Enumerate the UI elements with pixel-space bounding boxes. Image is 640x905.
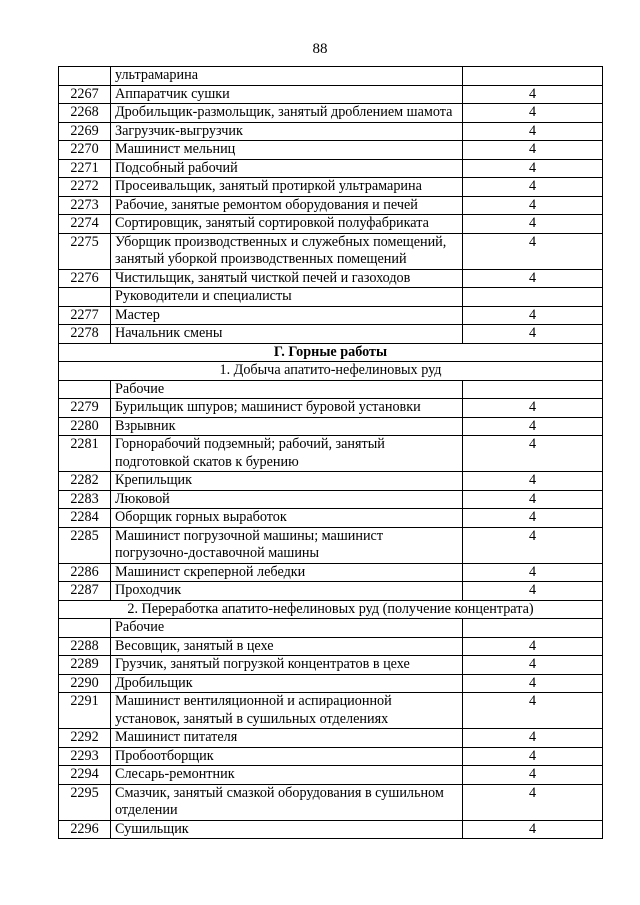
section-title: Г. Горные работы xyxy=(59,343,603,362)
table-row xyxy=(59,766,603,785)
table-row xyxy=(59,527,603,563)
occupation-name: Машинист скреперной лебедки xyxy=(111,563,463,582)
table-row xyxy=(59,417,603,436)
row-number: 2293 xyxy=(59,747,111,766)
table-row xyxy=(59,729,603,748)
row-number xyxy=(59,619,111,638)
value-cell: 4 xyxy=(463,306,603,325)
occupation-name: Весовщик, занятый в цехе xyxy=(111,637,463,656)
table-row xyxy=(59,436,603,472)
table-row xyxy=(59,674,603,693)
occupation-name: Люковой xyxy=(111,490,463,509)
value-cell: 4 xyxy=(463,104,603,123)
table-row xyxy=(59,619,603,638)
occupation-name: Машинист вентиляционной и аспирационной установок, занятый в сушильных отделениях xyxy=(111,693,463,729)
value-cell: 4 xyxy=(463,417,603,436)
value-cell: 4 xyxy=(463,563,603,582)
subsection-title: 2. Переработка апатито-нефелиновых руд (получение концентрата) xyxy=(59,600,603,619)
row-number: 2282 xyxy=(59,472,111,491)
occupation-name: Крепильщик xyxy=(111,472,463,491)
table-row xyxy=(59,215,603,234)
table-row xyxy=(59,122,603,141)
row-number: 2274 xyxy=(59,215,111,234)
row-number: 2281 xyxy=(59,436,111,472)
value-cell: 4 xyxy=(463,766,603,785)
row-number: 2279 xyxy=(59,399,111,418)
occupation-name: Проходчик xyxy=(111,582,463,601)
row-number: 2278 xyxy=(59,325,111,344)
row-number: 2269 xyxy=(59,122,111,141)
subsection-header-row xyxy=(59,600,603,619)
table-row xyxy=(59,509,603,528)
table-row xyxy=(59,784,603,820)
row-number: 2286 xyxy=(59,563,111,582)
value-cell: 4 xyxy=(463,509,603,528)
row-number: 2284 xyxy=(59,509,111,528)
page-number: 88 xyxy=(312,41,328,57)
value-cell xyxy=(463,67,603,86)
table-row xyxy=(59,747,603,766)
row-number xyxy=(59,380,111,399)
table-row xyxy=(59,563,603,582)
occupation-name: Уборщик производственных и служебных помещений, занятый уборкой производственных помещений xyxy=(111,233,463,269)
value-cell: 4 xyxy=(463,637,603,656)
occupation-name: Сушильщик xyxy=(111,820,463,839)
value-cell: 4 xyxy=(463,233,603,269)
table-row xyxy=(59,159,603,178)
table-row xyxy=(59,141,603,160)
occupation-name: Просеивальщик, занятый протиркой ультрамарина xyxy=(111,178,463,197)
value-cell: 4 xyxy=(463,399,603,418)
table-row xyxy=(59,582,603,601)
value-cell: 4 xyxy=(463,747,603,766)
row-number: 2275 xyxy=(59,233,111,269)
occupation-name: Руководители и специалисты xyxy=(111,288,463,307)
occupation-name: Рабочие xyxy=(111,619,463,638)
table-row xyxy=(59,490,603,509)
table-row xyxy=(59,637,603,656)
value-cell: 4 xyxy=(463,729,603,748)
row-number: 2288 xyxy=(59,637,111,656)
value-cell: 4 xyxy=(463,656,603,675)
value-cell: 4 xyxy=(463,693,603,729)
occupation-name: Бурильщик шпуров; машинист буровой установки xyxy=(111,399,463,418)
value-cell xyxy=(463,288,603,307)
row-number: 2296 xyxy=(59,820,111,839)
value-cell xyxy=(463,380,603,399)
row-number xyxy=(59,288,111,307)
row-number: 2285 xyxy=(59,527,111,563)
table-row xyxy=(59,233,603,269)
table-row xyxy=(59,656,603,675)
occupation-name: Машинист погрузочной машины; машинист погрузочно-доставочной машины xyxy=(111,527,463,563)
value-cell: 4 xyxy=(463,159,603,178)
value-cell: 4 xyxy=(463,784,603,820)
table-row xyxy=(59,288,603,307)
row-number: 2289 xyxy=(59,656,111,675)
table-row xyxy=(59,269,603,288)
value-cell: 4 xyxy=(463,122,603,141)
occupation-name: Рабочие, занятые ремонтом оборудования и печей xyxy=(111,196,463,215)
row-number: 2276 xyxy=(59,269,111,288)
table-row xyxy=(59,85,603,104)
table-row xyxy=(59,178,603,197)
occupation-table xyxy=(58,66,603,839)
subsection-header-row xyxy=(59,362,603,381)
value-cell: 4 xyxy=(463,141,603,160)
value-cell: 4 xyxy=(463,269,603,288)
value-cell: 4 xyxy=(463,674,603,693)
occupation-name: Оборщик горных выработок xyxy=(111,509,463,528)
occupation-name: Рабочие xyxy=(111,380,463,399)
occupation-name: Подсобный рабочий xyxy=(111,159,463,178)
row-number: 2267 xyxy=(59,85,111,104)
row-number: 2271 xyxy=(59,159,111,178)
table-row xyxy=(59,325,603,344)
table-row xyxy=(59,399,603,418)
table-row xyxy=(59,380,603,399)
occupation-name: Дробильщик xyxy=(111,674,463,693)
occupation-name: Начальник смены xyxy=(111,325,463,344)
occupation-name: Взрывник xyxy=(111,417,463,436)
occupation-name: ультрамарина xyxy=(111,67,463,86)
value-cell: 4 xyxy=(463,582,603,601)
occupation-name: Машинист мельниц xyxy=(111,141,463,160)
row-number: 2268 xyxy=(59,104,111,123)
occupation-name: Смазчик, занятый смазкой оборудования в сушильном отделении xyxy=(111,784,463,820)
occupation-name: Аппаратчик сушки xyxy=(111,85,463,104)
occupation-name: Чистильщик, занятый чисткой печей и газоходов xyxy=(111,269,463,288)
row-number: 2295 xyxy=(59,784,111,820)
value-cell: 4 xyxy=(463,472,603,491)
row-number: 2290 xyxy=(59,674,111,693)
occupation-name: Пробоотборщик xyxy=(111,747,463,766)
table-row xyxy=(59,820,603,839)
occupation-name: Мастер xyxy=(111,306,463,325)
table-row xyxy=(59,693,603,729)
occupation-name: Машинист питателя xyxy=(111,729,463,748)
occupation-name: Загрузчик-выгрузчик xyxy=(111,122,463,141)
subsection-title: 1. Добыча апатито-нефелиновых руд xyxy=(59,362,603,381)
occupation-name: Слесарь-ремонтник xyxy=(111,766,463,785)
occupation-name: Грузчик, занятый погрузкой концентратов в цехе xyxy=(111,656,463,675)
value-cell: 4 xyxy=(463,820,603,839)
row-number: 2280 xyxy=(59,417,111,436)
value-cell: 4 xyxy=(463,490,603,509)
table-row xyxy=(59,67,603,86)
value-cell: 4 xyxy=(463,436,603,472)
value-cell: 4 xyxy=(463,196,603,215)
occupation-name: Сортировщик, занятый сортировкой полуфабриката xyxy=(111,215,463,234)
row-number: 2270 xyxy=(59,141,111,160)
value-cell: 4 xyxy=(463,527,603,563)
row-number: 2294 xyxy=(59,766,111,785)
value-cell: 4 xyxy=(463,178,603,197)
table-row xyxy=(59,306,603,325)
value-cell: 4 xyxy=(463,85,603,104)
table-row xyxy=(59,196,603,215)
row-number xyxy=(59,67,111,86)
occupation-name: Горнорабочий подземный; рабочий, занятый подготовкой скатов к бурению xyxy=(111,436,463,472)
row-number: 2291 xyxy=(59,693,111,729)
table-row xyxy=(59,104,603,123)
section-header-row xyxy=(59,343,603,362)
row-number: 2277 xyxy=(59,306,111,325)
value-cell: 4 xyxy=(463,215,603,234)
value-cell xyxy=(463,619,603,638)
occupation-name: Дробильщик-размольщик, занятый дроблением шамота xyxy=(111,104,463,123)
value-cell: 4 xyxy=(463,325,603,344)
row-number: 2272 xyxy=(59,178,111,197)
row-number: 2273 xyxy=(59,196,111,215)
row-number: 2292 xyxy=(59,729,111,748)
row-number: 2283 xyxy=(59,490,111,509)
table-row xyxy=(59,472,603,491)
row-number: 2287 xyxy=(59,582,111,601)
